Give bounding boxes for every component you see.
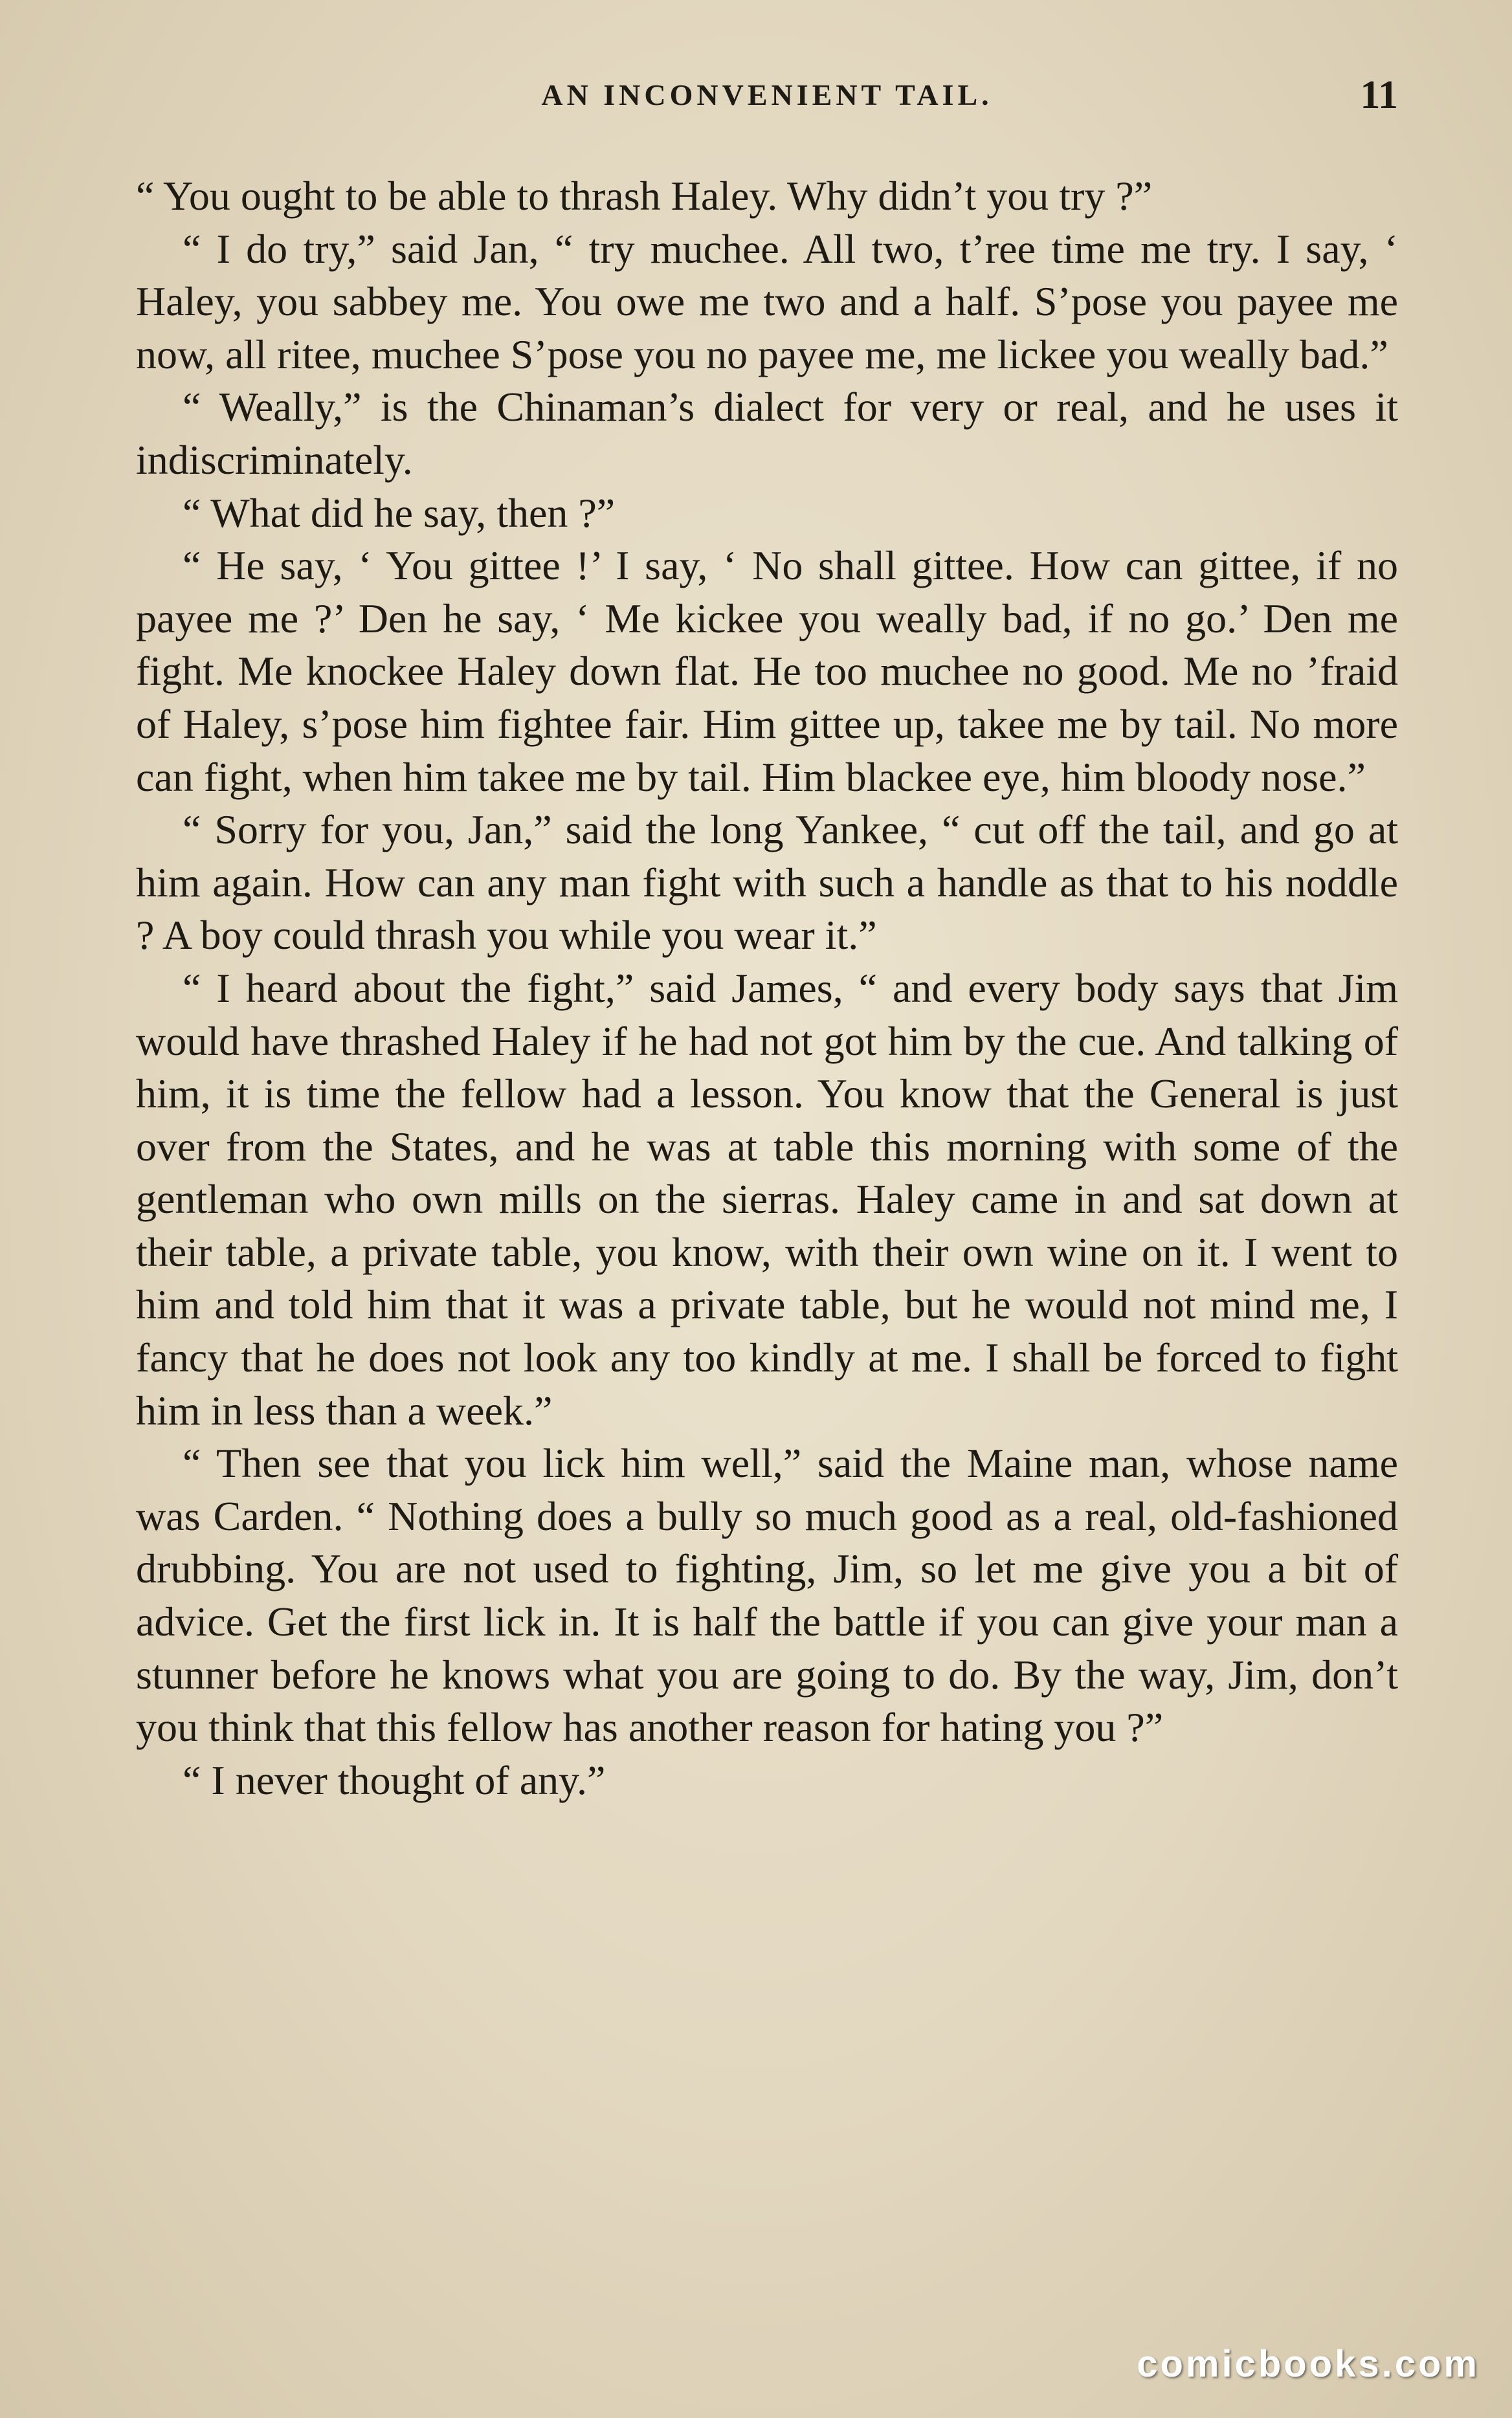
paragraph: “ You ought to be able to thrash Haley. Why didn’t you try ?”: [136, 173, 1153, 219]
paragraph: “ I heard about the fight,” said James, “ and every body says that Jim would have thrashed Haley if he had not got him by the cue. And talking of him, it is time the fellow had a lesson. You know that the General is just over from the States, and he was at table this morning with some of the gentleman who own mills on the sierras. Haley came in and sat down at their table, a private table, you know, with their own wine on it. I went to him and told him that it was a private table, but he would not mind me, I fancy that he does not look any too kindly at me. I shall be forced to fight him in less than a week.”: [136, 964, 1398, 1434]
paragraph: “ What did he say, then ?”: [183, 489, 616, 536]
running-head: AN INCONVENIENT TAIL.: [541, 78, 993, 111]
paragraph: “ I do try,” said Jan, “ try muchee. All two, t’ree time me try. I say, ‘ Haley, you sabbey me. You owe me two and a half. S’pose you payee me now, all ritee, muchee S’pose you no payee me, me lickee you weally bad.”: [136, 225, 1398, 377]
page-header: [136, 73, 1398, 129]
paragraph: “ Sorry for you, Jan,” said the long Yankee, “ cut off the tail, and go at him again. How can any man fight with such a handle as that to his noddle ? A boy could thrash you while you wear it.”: [136, 806, 1398, 959]
paragraph: “ Weally,” is the Chinaman’s dialect for very or real, and he uses it indiscriminately.: [136, 384, 1398, 483]
paragraph: “ He say, ‘ You gittee !’ I say, ‘ No shall gittee. How can gittee, if no payee me ?’ Den he say, ‘ Me kickee you weally bad, if no go.’ Den me fight. Me knockee Haley down flat. He too muchee no good. Me no ’fraid of Haley, s’pose him fightee fair. Him gittee up, takee me by tail. No more can fight, when him takee me by tail. Him blackee eye, him bloody nose.”: [136, 542, 1398, 800]
page-number: 11: [1360, 73, 1398, 117]
paragraph: “ Then see that you lick him well,” said the Maine man, whose name was Carden. “ Nothing does a bully so much good as a real, old-fashioned drubbing. You are not used to fighting, Jim, so let me give you a bit of advice. Get the first lick in. It is half the battle if you can give your man a stunner before he knows what you are going to do. By the way, Jim, don’t you think that this fellow has another reason for hating you ?”: [136, 1440, 1398, 1751]
body-text: [136, 170, 1398, 1806]
paragraph: “ I never thought of any.”: [183, 1757, 606, 1803]
watermark: comicbooks.com: [1137, 2343, 1480, 2385]
